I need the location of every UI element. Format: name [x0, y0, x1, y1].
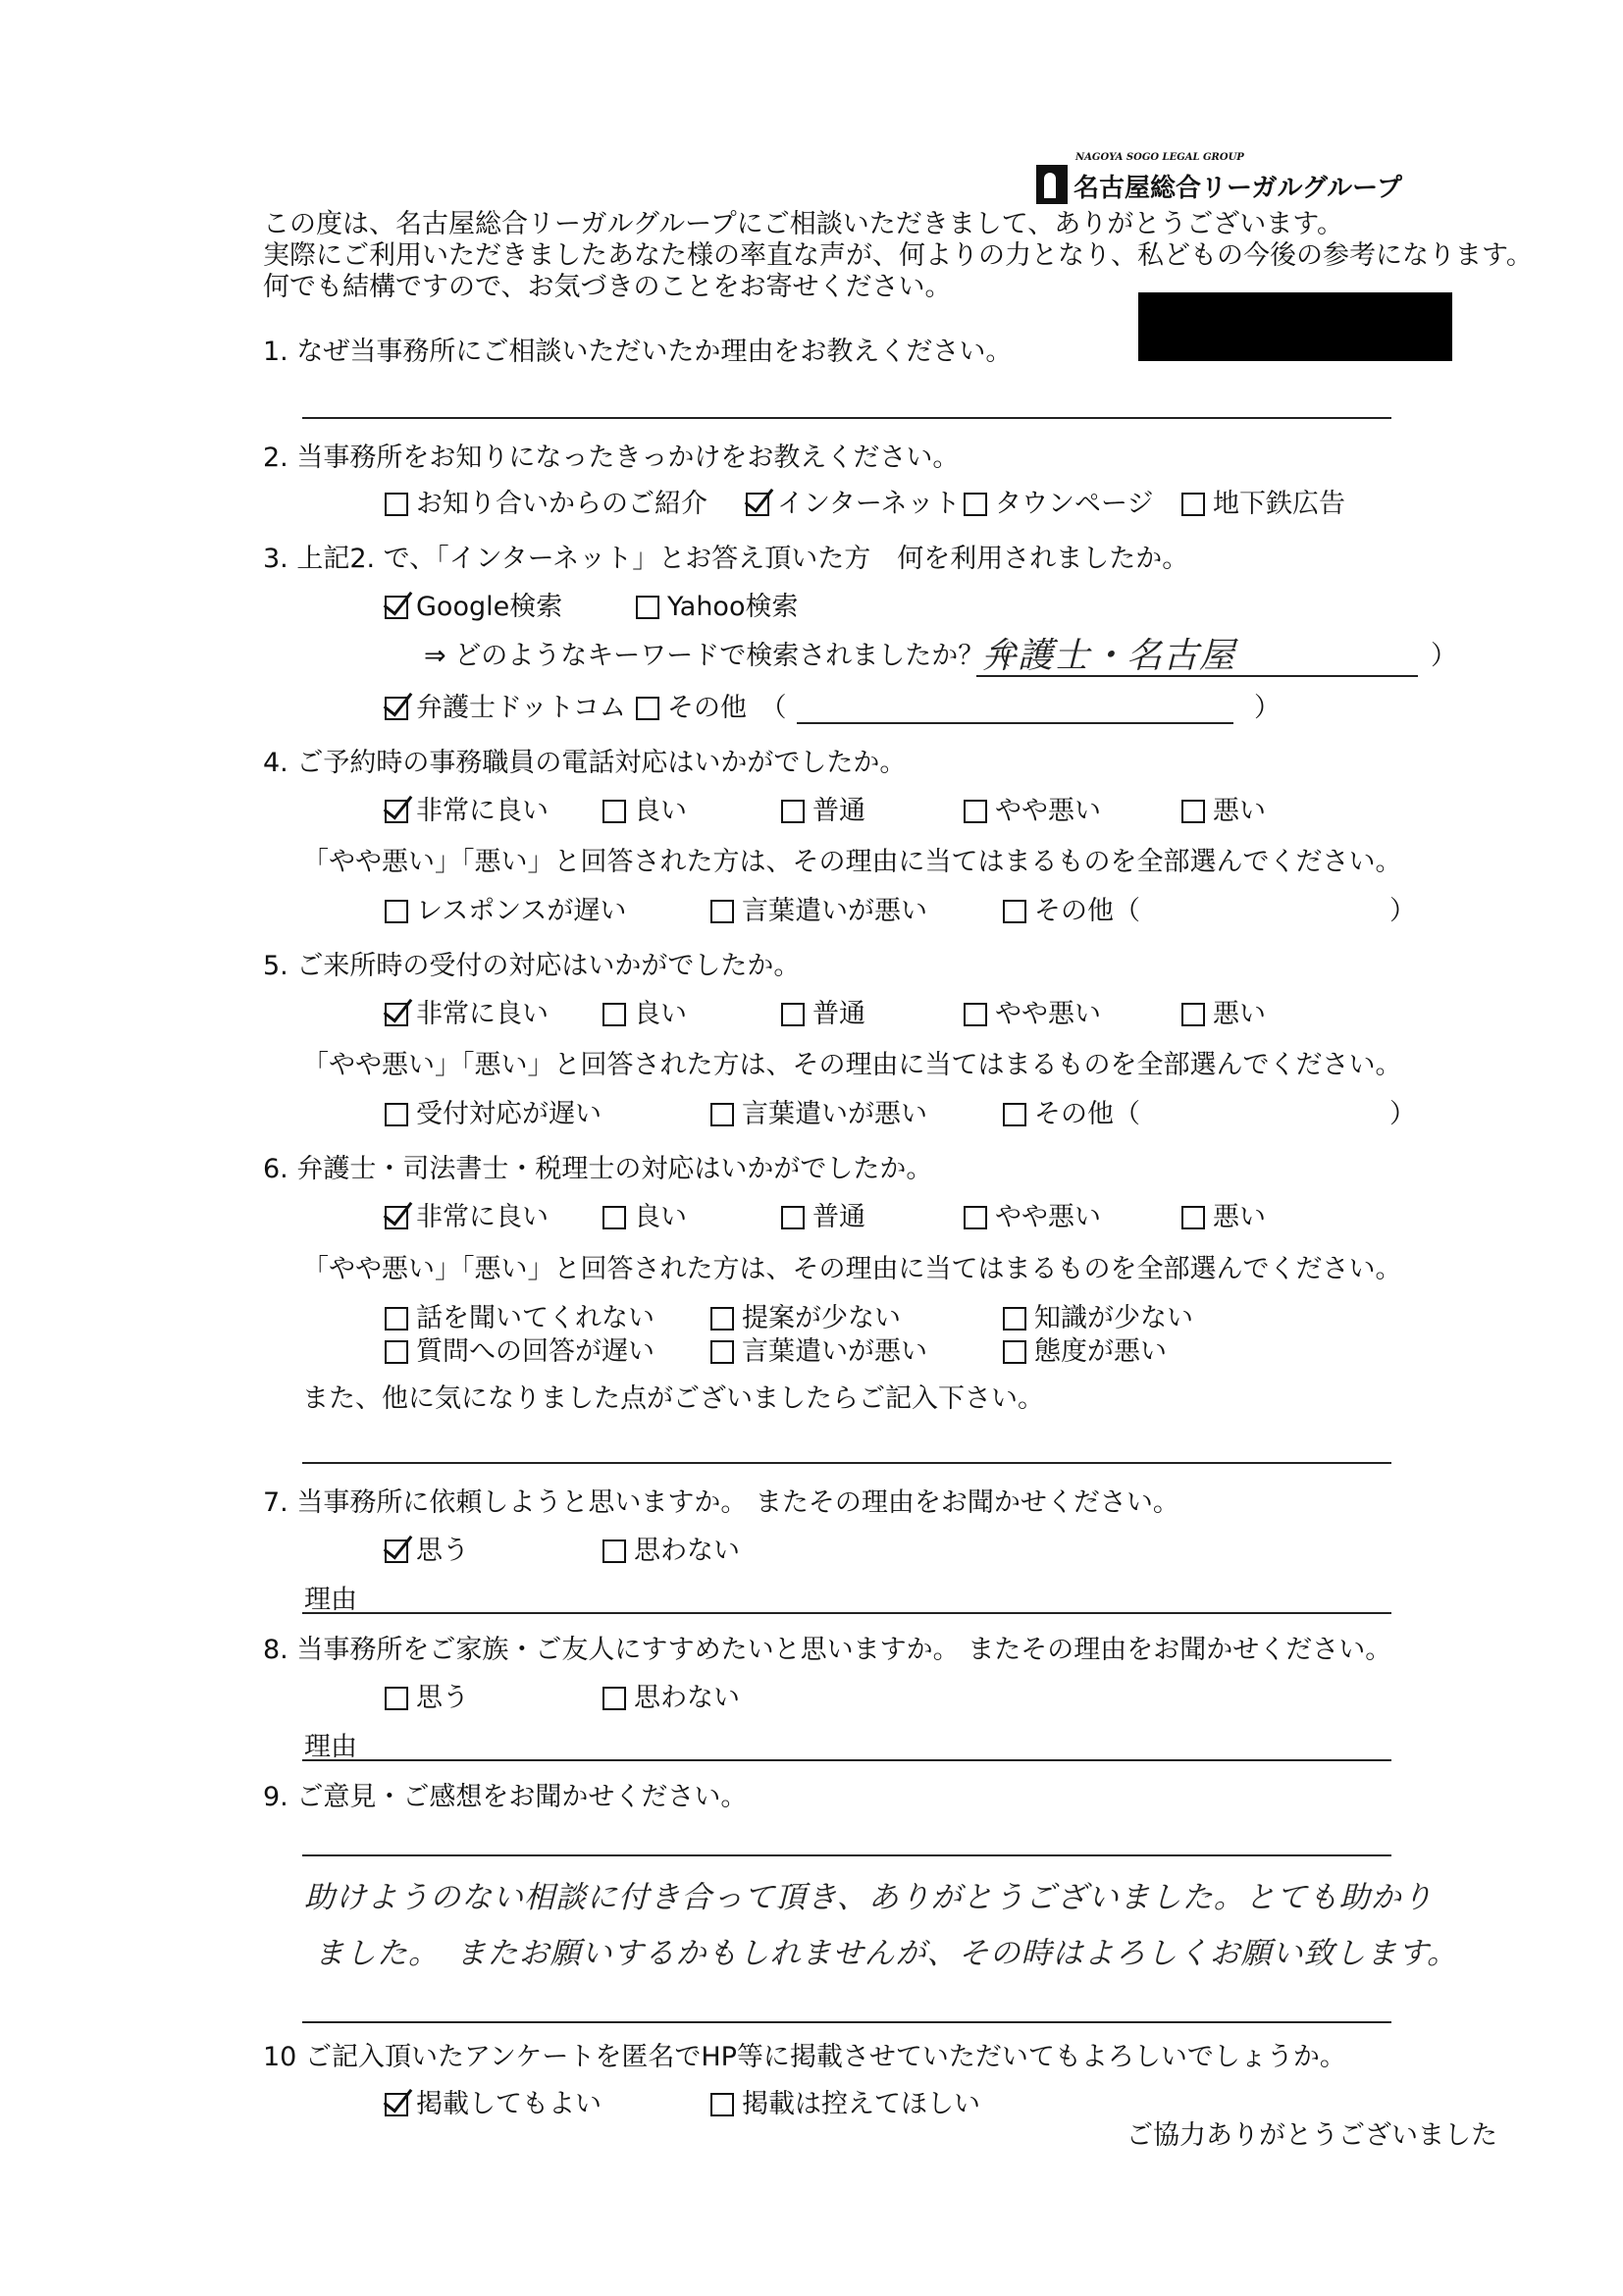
- checkbox[interactable]: [1003, 900, 1026, 923]
- checkbox[interactable]: [710, 1307, 734, 1331]
- q6-reason-3[interactable]: 知識が少ない: [1003, 1305, 1193, 1331]
- q6-extra-line[interactable]: [302, 1462, 1391, 1464]
- q2-option-referral[interactable]: お知り合いからのご紹介: [385, 491, 707, 517]
- q5-followup: 「やや悪い」「悪い」と回答された方は、その理由に当てはまるものを全部選んでください。: [302, 1050, 1402, 1080]
- q3-option-yahoo[interactable]: Yahoo検索: [636, 594, 798, 620]
- q4-rating-4[interactable]: やや悪い: [964, 798, 1101, 824]
- checkbox[interactable]: [964, 800, 987, 823]
- q3-option-other[interactable]: その他 （: [636, 695, 787, 721]
- q4-reason-2[interactable]: 言葉遣いが悪い: [710, 898, 927, 924]
- checkbox[interactable]: [781, 1206, 805, 1229]
- q3-other-line[interactable]: [797, 722, 1233, 724]
- checkbox[interactable]: [385, 1103, 408, 1126]
- q6-rating-2[interactable]: 良い: [602, 1204, 687, 1230]
- checkbox-checked[interactable]: [385, 800, 408, 823]
- q6-rating-5[interactable]: 悪い: [1181, 1204, 1266, 1230]
- q8-option-yes[interactable]: 思う: [385, 1685, 469, 1711]
- q4-label: 4. ご予約時の事務職員の電話対応はいかがでしたか。: [263, 748, 907, 778]
- intro-line-3: 何でも結構ですので、お気づきのことをお寄せください。: [263, 272, 952, 302]
- checkbox[interactable]: [964, 1003, 987, 1026]
- q6-rating-1[interactable]: 非常に良い: [385, 1204, 549, 1230]
- q5-reason-close: ）: [1389, 1099, 1416, 1129]
- logo-name: 名古屋総合リーガルグループ: [1073, 174, 1402, 203]
- q3-option-google[interactable]: Google検索: [385, 594, 562, 620]
- q3-keyword-answer[interactable]: 弁護士・名古屋: [981, 636, 1236, 676]
- checkbox[interactable]: [602, 1206, 626, 1229]
- q5-rating-4[interactable]: やや悪い: [964, 1001, 1101, 1027]
- logo-subtitle: NAGOYA SOGO LEGAL GROUP: [1075, 152, 1244, 163]
- q4-reason-3[interactable]: その他（: [1003, 898, 1140, 924]
- checkbox[interactable]: [636, 697, 659, 720]
- q8-reason-label: 理由: [304, 1732, 357, 1762]
- company-logo: [1036, 152, 1402, 204]
- checkbox[interactable]: [710, 2093, 734, 2116]
- q7-label: 7. 当事務所に依頼しようと思いますか。 またその理由をお聞かせください。: [263, 1487, 1179, 1518]
- q4-rating-3[interactable]: 普通: [781, 798, 865, 824]
- q6-reason-2[interactable]: 提案が少ない: [710, 1305, 901, 1331]
- logo-mark-icon: [1036, 165, 1068, 204]
- intro-line-1: この度は、名古屋総合リーガルグループにご相談いただきまして、ありがとうございます。: [263, 209, 1344, 239]
- intro-line-2: 実際にご利用いただきましたあなた様の率直な声が、何よりの力となり、私どもの今後の参考になります。: [263, 240, 1533, 271]
- checkbox[interactable]: [1003, 1307, 1026, 1331]
- q10-option-allow[interactable]: 掲載してもよい: [385, 2091, 602, 2117]
- q5-rating-5[interactable]: 悪い: [1181, 1001, 1266, 1027]
- q4-rating-5[interactable]: 悪い: [1181, 798, 1266, 824]
- checkbox[interactable]: [781, 800, 805, 823]
- q6-reason-4[interactable]: 質問への回答が遅い: [385, 1338, 654, 1365]
- q7-reason-label: 理由: [304, 1585, 357, 1615]
- checkbox-checked[interactable]: [385, 596, 408, 619]
- q2-option-subway-ad[interactable]: 地下鉄広告: [1181, 491, 1345, 517]
- q9-answer-line-2[interactable]: ました。 またお願いするかもしれませんが、その時はよろしくお願い致します。: [314, 1936, 1459, 1971]
- q5-rating-3[interactable]: 普通: [781, 1001, 865, 1027]
- q10-option-decline[interactable]: 掲載は控えてほしい: [710, 2091, 980, 2117]
- q5-label: 5. ご来所時の受付の対応はいかがでしたか。: [263, 951, 801, 981]
- checkbox[interactable]: [1181, 800, 1205, 823]
- q5-reason-3[interactable]: その他（: [1003, 1101, 1140, 1127]
- q6-label: 6. 弁護士・司法書士・税理士の対応はいかがでしたか。: [263, 1154, 933, 1184]
- q5-rating-1[interactable]: 非常に良い: [385, 1001, 549, 1027]
- checkbox-checked[interactable]: [385, 1206, 408, 1229]
- q4-reason-close: ）: [1389, 896, 1416, 926]
- q2-label: 2. 当事務所をお知りになったきっかけをお教えください。: [263, 443, 960, 473]
- q3-other-close: ）: [1254, 693, 1281, 723]
- q3-keyword-close: ）: [1431, 641, 1457, 671]
- checkbox[interactable]: [964, 1206, 987, 1229]
- q8-option-no[interactable]: 思わない: [602, 1685, 740, 1711]
- q2-option-internet[interactable]: インターネット: [746, 491, 961, 517]
- checkbox[interactable]: [964, 493, 987, 516]
- checkbox[interactable]: [385, 1340, 408, 1364]
- q5-rating-2[interactable]: 良い: [602, 1001, 687, 1027]
- q4-followup: 「やや悪い」「悪い」と回答された方は、その理由に当てはまるものを全部選んでください。: [302, 847, 1402, 877]
- checkbox[interactable]: [1181, 1003, 1205, 1026]
- q4-rating-1[interactable]: 非常に良い: [385, 798, 549, 824]
- checkbox-checked[interactable]: [746, 493, 769, 516]
- checkbox-checked[interactable]: [385, 697, 408, 720]
- q6-followup: 「やや悪い」「悪い」と回答された方は、その理由に当てはまるものを全部選んでください。: [302, 1254, 1402, 1284]
- q3-option-bengoshi[interactable]: 弁護士ドットコム: [385, 695, 626, 721]
- checkbox[interactable]: [710, 900, 734, 923]
- q7-option-no[interactable]: 思わない: [602, 1538, 740, 1564]
- checkbox[interactable]: [1181, 493, 1205, 516]
- checkbox[interactable]: [602, 800, 626, 823]
- checkbox[interactable]: [602, 1539, 626, 1563]
- q3-keyword-prompt: ⇒ どのようなキーワードで検索されましたか？（: [424, 641, 1012, 671]
- checkbox[interactable]: [385, 900, 408, 923]
- q6-reason-6[interactable]: 態度が悪い: [1003, 1338, 1167, 1365]
- q6-rating-3[interactable]: 普通: [781, 1204, 865, 1230]
- q9-line-1: [302, 1854, 1391, 1856]
- q5-reason-2[interactable]: 言葉遣いが悪い: [710, 1101, 927, 1127]
- checkbox[interactable]: [1181, 1206, 1205, 1229]
- footer-thanks: ご協力ありがとうございました: [1126, 2120, 1497, 2151]
- q1-answer-line[interactable]: [302, 417, 1391, 419]
- q6-rating-4[interactable]: やや悪い: [964, 1204, 1101, 1230]
- checkbox-checked[interactable]: [385, 2093, 408, 2116]
- checkbox[interactable]: [1003, 1103, 1026, 1126]
- q7-reason-line[interactable]: [302, 1612, 1391, 1614]
- checkbox[interactable]: [602, 1687, 626, 1710]
- q4-reason-1[interactable]: レスポンスが遅い: [385, 898, 626, 924]
- q3-label: 3. 上記2. で、「インターネット」とお答え頂いた方 何を利用されましたか。: [263, 544, 1189, 574]
- q3-keyword-line: [976, 675, 1418, 677]
- checkbox[interactable]: [385, 493, 408, 516]
- checkbox[interactable]: [636, 596, 659, 619]
- checkbox[interactable]: [385, 1687, 408, 1710]
- q1-label: 1. なぜ当事務所にご相談いただいたか理由をお教えください。: [263, 337, 1013, 367]
- redaction-block: [1138, 292, 1452, 361]
- checkbox[interactable]: [385, 1307, 408, 1331]
- q9-line-4: [302, 2021, 1391, 2023]
- checkbox[interactable]: [602, 1003, 626, 1026]
- q6-reason-1[interactable]: 話を聞いてくれない: [385, 1305, 654, 1331]
- checkbox[interactable]: [1003, 1340, 1026, 1364]
- checkbox[interactable]: [781, 1003, 805, 1026]
- q8-reason-line[interactable]: [302, 1759, 1391, 1761]
- q7-option-yes[interactable]: 思う: [385, 1538, 469, 1564]
- checkbox[interactable]: [710, 1340, 734, 1364]
- q6-extra-label: また、他に気になりました点がございましたらご記入下さい。: [302, 1383, 1044, 1414]
- q9-answer-line-1[interactable]: 助けようのない相談に付き合って頂き、ありがとうございました。とても助かり: [304, 1880, 1434, 1915]
- checkbox-checked[interactable]: [385, 1539, 408, 1563]
- q5-reason-1[interactable]: 受付対応が遅い: [385, 1101, 602, 1127]
- q8-label: 8. 当事務所をご家族・ご友人にすすめたいと思いますか。 またその理由をお聞かせください。: [263, 1635, 1392, 1665]
- q4-rating-2[interactable]: 良い: [602, 798, 687, 824]
- q9-label: 9. ご意見・ご感想をお聞かせください。: [263, 1782, 748, 1812]
- checkbox[interactable]: [710, 1103, 734, 1126]
- q2-option-townpage[interactable]: タウンページ: [964, 491, 1153, 517]
- q10-label: 10 ご記入頂いたアンケートを匿名でHP等に掲載させていただいてもよろしいでしょうか。: [263, 2042, 1346, 2072]
- q6-reason-5[interactable]: 言葉遣いが悪い: [710, 1338, 927, 1365]
- checkbox-checked[interactable]: [385, 1003, 408, 1026]
